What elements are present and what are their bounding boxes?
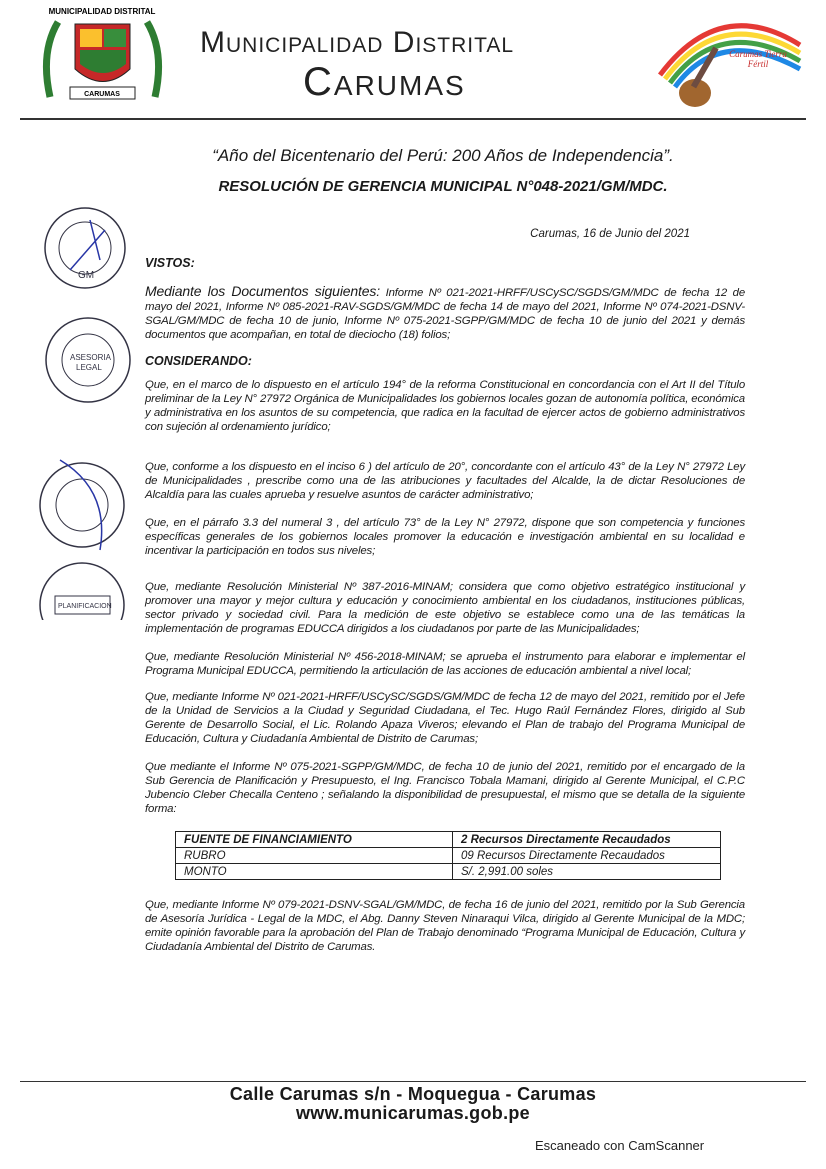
considerando-paragraph: Que, en el párrafo 3.3 del numeral 3 , del artículo 73° de la Ley N° 27972, dispone que son competencia y funciones específicas generales de los gobiernos locales promover la educación e investigación ambiental en su localidad e incentivar la participación en todos sus niveles; — [145, 517, 745, 557]
svg-text:CARUMAS: CARUMAS — [84, 91, 120, 98]
gm-stamp — [45, 208, 125, 288]
svg-text:GM: GM — [78, 270, 95, 281]
municipality-stamp — [40, 460, 124, 550]
planning-stamp — [40, 563, 124, 620]
official-stamps — [30, 200, 140, 620]
table-cell: 2 Recursos Directamente Recaudados — [453, 832, 721, 848]
municipal-coat-of-arms-logo — [40, 2, 165, 112]
table-row — [176, 864, 721, 880]
table-row — [176, 848, 721, 864]
svg-text:MUNICIPALIDAD DISTRITAL: MUNICIPALIDAD DISTRITAL — [48, 7, 156, 16]
svg-text:LEGAL: LEGAL — [76, 363, 102, 372]
vistos-heading: VISTOS: — [145, 256, 195, 270]
vistos-lead: Mediante los Documentos siguientes: — [145, 283, 381, 299]
table-cell: RUBRO — [176, 848, 453, 864]
table-cell: 09 Recursos Directamente Recaudados — [453, 848, 721, 864]
table-cell: MONTO — [176, 864, 453, 880]
header-title-line2: Carumas — [303, 60, 466, 104]
considerando-heading: CONSIDERANDO: — [145, 354, 252, 368]
table-cell: FUENTE DE FINANCIAMIENTO — [176, 832, 453, 848]
vistos-text: Informe Nº 021-2021-HRFF/USCySC/SGDS/GM/MDC de fecha 12 de mayo del 2021, Informe Nº 085-2021-RAV-SGDS/GM/MDC de fecha 14 de mayo del 2021, Informe Nº 074-2021-DSNV-SGAL/GM/MDC de fecha 10 de junio, Informe Nº 075-2021-SGPP/GM/MDC de fecha 10 de junio del 2021 y demás documentos que acompañan, en total de dieciocho (18) folios; — [145, 287, 746, 341]
considerando-paragraph: Que, mediante Informe Nº 021-2021-HRFF/USCySC/SGDS/GM/MDC de fecha 12 de mayo del 2021, remitido por el Jefe de la Unidad de Servicios a la Ciudad y Seguridad Ciudadana, el Tec. Hugo Raúl Fernández Flores, dirigido al Sub Gerente de Desarrollo Social, el Lic. Rolando Apaza Viveros; elevando el Plan de trabajo del Programa Municipal de Educación, Cultura y Ciudadanía Ambiental de Distrito de Carumas; — [145, 691, 745, 745]
footer-address: Calle Carumas s/n - Moquegua - Carumas — [229, 1084, 597, 1104]
considerando-paragraph: Que, en el marco de lo dispuesto en el artículo 194° de la reforma Constitucional en concordancia con el Art II del Título preliminar de la Ley N° 27972 Orgánica de Municipalidades los gobiernos locales gozan de autonomía política, económica y administrativa en los asuntos de su competencia, que radica en la facultad de ejercer actos de gobierno administrativos con sujeción al ordenamiento jurídico; — [145, 379, 745, 433]
header-divider — [20, 118, 806, 120]
budget-table — [175, 831, 721, 880]
resolution-title: RESOLUCIÓN DE GERENCIA MUNICIPAL N°048-2021/GM/MDC. — [218, 178, 668, 195]
scanner-watermark: Escaneado con CamScanner — [535, 1138, 705, 1153]
svg-text:ASESORIA: ASESORIA — [70, 353, 111, 362]
table-cell: S/. 2,991.00 soles — [453, 864, 721, 880]
footer-divider — [20, 1081, 806, 1082]
considerando-paragraph: Que, conforme a los dispuesto en el inciso 6 ) del artículo de 20°, concordante con el artículo 43° de la Ley N° 27972 Ley de Municipalidades , prescribe como una de las atribuciones y facultades del Alcalde, la de dictar Resoluciones de Alcaldía para las cuales aprueba y resuelve asuntos de carácter administrativo; — [145, 461, 745, 501]
year-motto: “Año del Bicentenario del Perú: 200 Años de Independencia”. — [212, 146, 674, 165]
considerando-paragraph: Que mediante el Informe Nº 075-2021-SGPP/GM/MDC, de fecha 10 de junio del 2021, remitido por el encargado de la Sub Gerencia de Planificación y Presupuesto, el Ing. Francisco Tobala Mamani, dirigido al Gerente Municipal, el C.P.C Jubencio Cleber Checalla Centeno ; señalando la disponibilidad de presupuestal, el mismo que se detalla de la siguiente forma: — [145, 761, 745, 815]
footer-website: www.municarumas.gob.pe — [296, 1103, 530, 1123]
right-logo-text: Carumas Tierra Fértil — [729, 49, 787, 69]
considerando-final-paragraph: Que, mediante Informe Nº 079-2021-DSNV-SGAL/GM/MDC, de fecha 16 de junio del 2021, remitido por la Sub Gerencia de Asesoría Jurídica - Legal de la MDC, el Abg. Danny Steven Ninaraqui Vilca, dirigido al Gerente Municipal de la MDC; emite opinión favorable para la aprobación del Plan de Trabajo denominado “Programa Municipal de Educación, Cultura y Ciudadanía Ambiental del Distrito de Carumas. — [145, 899, 745, 953]
svg-text:PLANIFICACION: PLANIFICACION — [58, 603, 112, 610]
resolution-date: Carumas, 16 de Junio del 2021 — [530, 228, 690, 240]
table-row — [176, 832, 721, 848]
legal-stamp — [46, 318, 130, 402]
considerando-paragraph: Que, mediante Resolución Ministerial Nº 456-2018-MINAM; se aprueba el instrumento para elaborar e implementar el Programa Municipal EDUCCA, permitiendo la articulación de las acciones de educación ambiental a nivel local; — [145, 651, 745, 677]
carumas-tourism-logo — [640, 5, 808, 113]
vistos-paragraph — [145, 284, 745, 342]
considerando-paragraph: Que, mediante Resolución Ministerial Nº 387-2016-MINAM; considera que como objetivo estratégico institucional y promover una mayor y mejor cultura y educación y conocimiento ambiental en los ciudadanos, instituciones públicas, sector privado y sociedad civil. Para la medición de este objetivo se establece como una de las temáticas la implementación de programas EDUCCA dirigidos a los ciudadanos por parte de las Municipalidades; — [145, 581, 745, 635]
header-title-line1: Municipalidad Distrital — [200, 26, 515, 59]
